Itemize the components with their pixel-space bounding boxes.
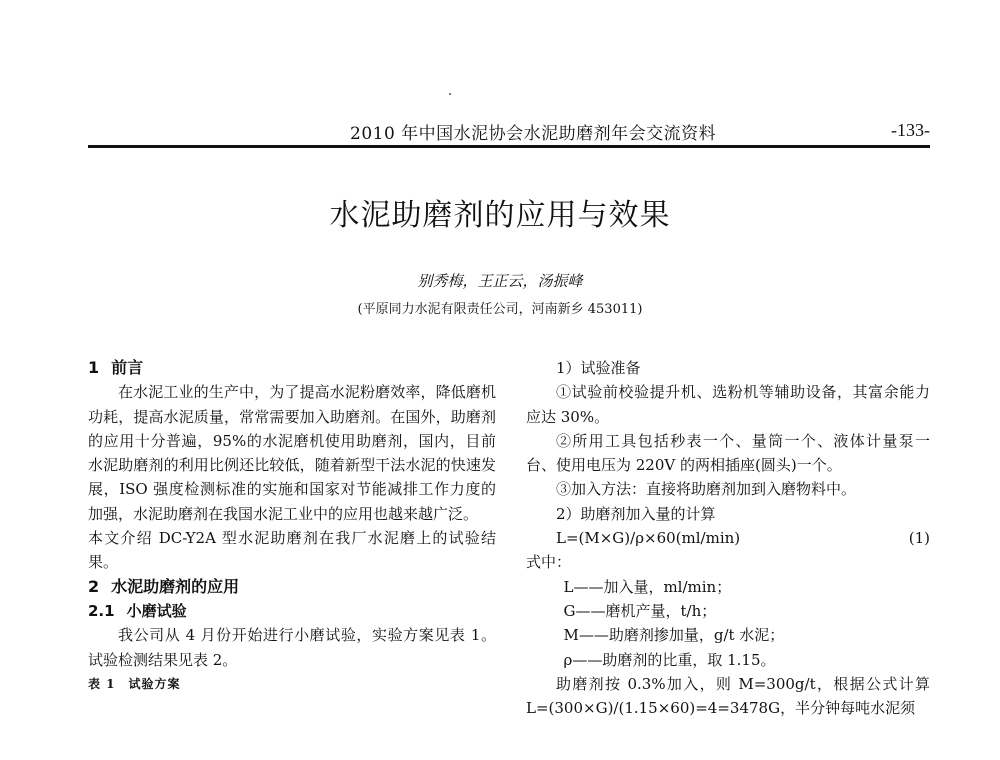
scan-speck [449,93,451,95]
page-number: -133- [891,120,930,140]
running-header-title: 2010 年中国水泥协会水泥助磨剂年会交流资料 [350,124,717,144]
item-2-heading: 2）助磨剂加入量的计算 [556,504,716,523]
section-2-1-number: 2.1 [88,601,115,620]
section-1-title: 前言 [111,358,144,377]
affiliation: (平原同力水泥有限责任公司，河南新乡 453011) [357,302,643,317]
running-header [88,118,930,148]
formula-1-number: (1) [908,529,930,548]
calculation-paragraph: 助磨剂按 0.3%加入，则 M=300g/t，根据公式计算 L=(300×G)/(1.15×60)=4=3478G，半分钟每吨水泥须 [526,674,930,718]
where-label: 式中： [526,553,572,572]
section-2-1-heading [88,599,496,623]
section-2-1-paragraph: 我公司从 4 月份开始进行小磨试验，实验方案见表 1。试验检测结果见表 2。 [88,626,496,669]
paper-title: 水泥助磨剂的应用与效果 [329,198,671,233]
intro-paragraph-2: 本文介绍 DC-Y2A 型水泥助磨剂在我厂水泥磨上的试验结果。 [88,529,496,572]
left-column [88,356,496,696]
definition-M: M——助磨剂掺加量，g/t 水泥； [563,626,785,645]
formula-1 [526,526,930,550]
section-2-heading [88,575,496,599]
definition-G: G——磨机产量，t/h； [563,601,717,620]
right-column [526,356,930,720]
definition-rho: ρ——助磨剂的比重，取 1.15。 [563,650,776,669]
item-1-a: ①试验前校验提升机、选粉机等辅助设备，其富余能力应达 30%。 [526,383,930,426]
definition-L: L——加入量，ml/min； [563,577,732,596]
authors: 别秀梅，王正云，汤振峰 [417,272,583,290]
table-1-caption: 表 1 试验方案 [88,676,181,691]
section-2-1-title: 小磨试验 [126,601,187,620]
formula-1-expression: L=(M×G)/ρ×60(ml/min) [556,529,741,548]
section-1-number: 1 [88,358,100,377]
section-2-title: 水泥助磨剂的应用 [111,576,240,596]
item-1-b: ②所用工具包括秒表一个、量筒一个、液体计量泵一台、使用电压为 220V 的两相插座(圆头)一个。 [526,431,930,475]
intro-paragraph: 在水泥工业的生产中，为了提高水泥粉磨效率，降低磨机功耗，提高水泥质量，常常需要加入助磨剂。在国外，助磨剂的应用十分普遍，95%的水泥磨机使用助磨剂，国内，目前水泥助磨剂的利用比例还比较低，随着新型干法水泥的快速发展，ISO 强度检测标准的实施和国家对节能减排工作力度的加强，水泥助磨剂在我国水泥工业中的应用也越来越广泛。 [88,383,496,523]
item-1-heading: 1）试验准备 [556,359,641,377]
item-1-c: ③加入方法：直接将助磨剂加到入磨物料中。 [556,480,857,499]
section-2-number: 2 [88,576,100,596]
header-rule [88,145,930,148]
section-1-heading [88,356,496,380]
